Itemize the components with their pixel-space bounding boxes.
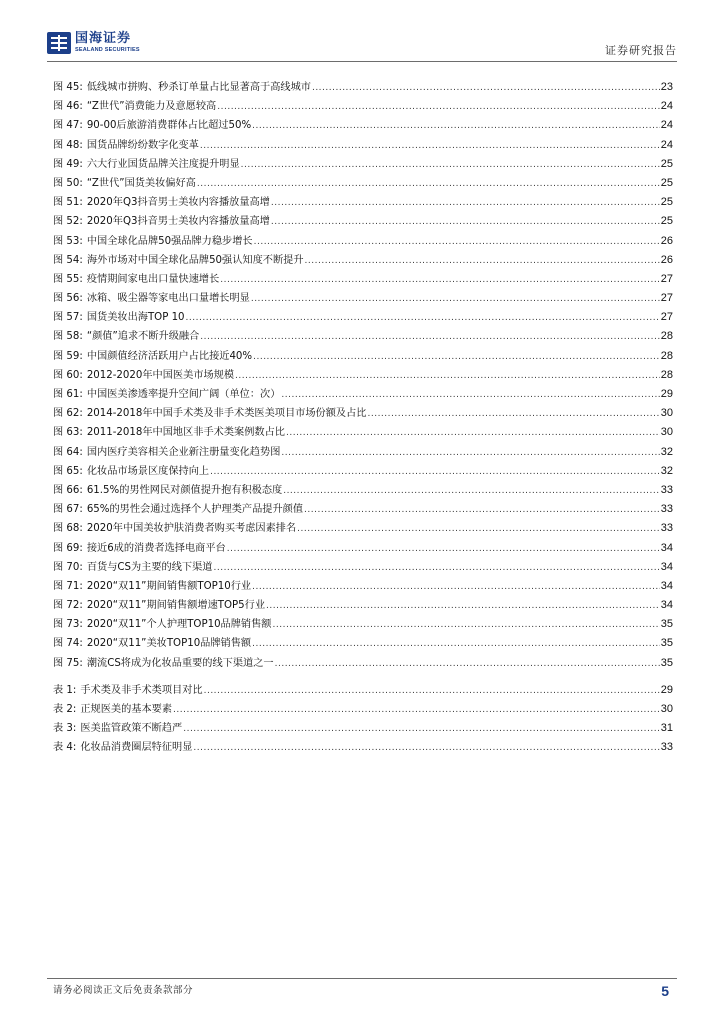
dot-leader [197, 175, 660, 194]
page-header [47, 28, 677, 58]
entry-title: “颜值”追求不断升级融合 [86, 331, 200, 343]
entry-label: 图 67: [53, 504, 83, 516]
dot-leader [252, 635, 660, 654]
entry-title: 65%的男性会通过选择个人护理类产品提升颜值 [86, 504, 304, 516]
figure-entry[interactable] [53, 251, 673, 270]
dot-leader [254, 233, 660, 252]
entry-title: 2020“双11”期间销售额增速TOP5行业 [86, 600, 266, 612]
entry-title: 2020“双11”期间销售额TOP10行业 [86, 580, 252, 592]
dot-leader [252, 578, 660, 597]
entry-page-number: 29 [660, 388, 673, 400]
figure-entry[interactable] [53, 423, 673, 442]
entry-page-number: 28 [660, 349, 673, 362]
entry-title: 中国医美渗透率提升空间广阔（单位：次） [86, 389, 281, 400]
dot-leader [271, 194, 660, 213]
entry-label: 图 74: [53, 638, 83, 650]
table-list [53, 681, 673, 758]
dot-leader [305, 252, 660, 271]
figure-entry[interactable] [53, 596, 673, 615]
entry-page-number: 24 [660, 119, 673, 132]
dot-leader [251, 290, 660, 309]
dot-leader [204, 682, 660, 701]
entry-label: 图 54: [53, 254, 83, 266]
dot-leader [241, 156, 660, 175]
entry-title: 正规医美的基本要素 [80, 704, 173, 715]
entry-label: 图 48: [53, 139, 83, 151]
logo-chinese-text: 国海证券 [75, 31, 132, 46]
entry-title: “Z世代”国货美妆偏好高 [86, 177, 196, 189]
entry-page-number: 34 [660, 541, 673, 554]
entry-label: 表 2: [53, 704, 77, 715]
dot-leader [281, 444, 659, 463]
entry-page-number: 30 [660, 703, 673, 715]
figure-entry[interactable] [53, 289, 673, 308]
header-divider [47, 61, 677, 62]
entry-label: 图 50: [53, 177, 83, 189]
figure-entry[interactable] [53, 174, 673, 193]
entry-title: 化妆品市场景区度保持向上 [86, 465, 210, 477]
entry-page-number: 27 [660, 272, 673, 285]
entry-page-number: 33 [660, 522, 673, 535]
entry-title: 疫情期间家电出口量快速增长 [86, 273, 220, 285]
entry-title: 2020年Q3抖音男士美妆内容播放量高增 [86, 216, 270, 228]
entry-title: 2020“双11”美妆TOP10品牌销售额 [86, 638, 252, 650]
entry-page-number: 23 [660, 81, 673, 93]
entry-page-number: 24 [660, 138, 673, 151]
figure-entry[interactable] [53, 116, 673, 135]
entry-title: “Z世代”消费能力及意愿较高 [86, 101, 217, 113]
entry-page-number: 31 [660, 722, 673, 735]
dot-leader [220, 271, 659, 290]
section-gap [53, 673, 673, 681]
entry-page-number: 26 [660, 234, 673, 247]
dot-leader [217, 98, 660, 117]
entry-label: 图 71: [53, 580, 83, 592]
entry-page-number: 29 [660, 683, 673, 696]
figure-entry[interactable] [53, 193, 673, 212]
entry-title: 国货品牌纷纷数字化变革 [86, 139, 199, 151]
dot-leader [235, 367, 660, 386]
figure-entry[interactable] [53, 155, 673, 174]
dot-leader [253, 348, 660, 367]
entry-label: 图 57: [53, 312, 83, 324]
figure-entry[interactable] [53, 308, 673, 327]
page-number: 5 [661, 983, 669, 999]
entry-label: 图 62: [53, 408, 83, 420]
entry-label: 图 58: [53, 331, 83, 343]
figure-entry[interactable] [53, 500, 673, 519]
entry-title: 2011-2018年中国地区非手术类案例数占比 [86, 427, 285, 439]
entry-page-number: 34 [660, 579, 673, 592]
entry-title: 冰箱、吸尘器等家电出口量增长明显 [86, 293, 250, 305]
company-logo [47, 32, 187, 56]
figure-entry[interactable] [53, 654, 673, 673]
dot-leader [281, 386, 659, 405]
entry-label: 图 63: [53, 427, 83, 439]
dot-leader [275, 655, 660, 674]
entry-title: 六大行业国货品牌关注度提升明显 [86, 158, 240, 170]
entry-title: 2020“双11”个人护理TOP10品牌销售额 [86, 619, 272, 631]
dot-leader [186, 309, 660, 328]
entry-label: 图 64: [53, 446, 83, 458]
dot-leader [283, 482, 660, 501]
dot-leader [273, 616, 660, 635]
entry-label: 图 49: [53, 158, 83, 170]
entry-page-number: 30 [660, 426, 673, 439]
entry-label: 图 59: [53, 350, 83, 362]
dot-leader [200, 328, 659, 347]
entry-label: 图 53: [53, 235, 83, 247]
dot-leader [193, 739, 659, 758]
entry-label: 图 66: [53, 484, 83, 496]
dot-leader [266, 597, 660, 616]
entry-page-number: 33 [660, 483, 673, 496]
dot-leader [210, 463, 660, 482]
figure-entry[interactable] [53, 212, 673, 231]
entry-page-number: 34 [660, 560, 673, 573]
figure-entry[interactable] [53, 136, 673, 155]
table-entry[interactable] [53, 738, 673, 757]
dot-leader [183, 720, 660, 739]
entry-label: 图 73: [53, 619, 83, 631]
figure-entry[interactable] [53, 270, 673, 289]
dot-leader [367, 405, 659, 424]
entry-title: 2020年Q3抖音男士美妆内容播放量高增 [86, 197, 270, 209]
table-entry[interactable] [53, 719, 673, 738]
dot-leader [286, 424, 660, 443]
table-entry[interactable] [53, 681, 673, 700]
sealand-logo-icon [47, 32, 71, 54]
entry-title: 61.5%的男性网民对颜值提升抱有积极态度 [86, 484, 283, 496]
entry-label: 图 51: [53, 197, 83, 209]
entry-title: 中国颜值经济活跃用户占比接近40% [86, 350, 253, 362]
entry-label: 表 1: [53, 684, 77, 696]
figure-entry[interactable] [53, 232, 673, 251]
entry-label: 图 60: [53, 369, 83, 381]
figure-entry[interactable] [53, 558, 673, 577]
figure-entry[interactable] [53, 519, 673, 538]
figure-list [53, 78, 673, 673]
figure-entry[interactable] [53, 615, 673, 634]
entry-page-number: 25 [660, 196, 673, 209]
figure-entry[interactable] [53, 404, 673, 423]
dot-leader [271, 213, 660, 232]
entry-title: 接近6成的消费者选择电商平台 [86, 542, 226, 554]
dot-leader [227, 540, 660, 559]
entry-page-number: 35 [660, 618, 673, 631]
entry-label: 图 52: [53, 216, 83, 228]
entry-label: 图 45: [53, 82, 83, 93]
table-entry[interactable] [53, 700, 673, 719]
entry-title: 国货美妆出海TOP 10 [86, 312, 185, 324]
entry-page-number: 32 [660, 445, 673, 458]
entry-label: 图 47: [53, 120, 83, 132]
entry-page-number: 25 [660, 176, 673, 189]
entry-page-number: 35 [660, 656, 673, 669]
entry-page-number: 27 [660, 311, 673, 324]
entry-title: 医美监管政策不断趋严 [80, 723, 183, 735]
dot-leader [200, 137, 660, 156]
entry-page-number: 33 [660, 741, 673, 754]
entry-label: 图 61: [53, 389, 83, 400]
entry-title: 潮流CS将成为化妆品重要的线下渠道之一 [86, 657, 274, 669]
entry-page-number: 25 [660, 215, 673, 228]
entry-title: 国内医疗美容相关企业新注册量变化趋势图 [86, 446, 281, 458]
entry-page-number: 30 [660, 407, 673, 420]
figure-entry[interactable] [53, 347, 673, 366]
dot-leader [304, 501, 660, 520]
figure-entry[interactable] [53, 634, 673, 653]
entry-title: 手术类及非手术类项目对比 [80, 684, 203, 696]
entry-label: 表 3: [53, 723, 77, 735]
entry-label: 图 65: [53, 465, 83, 477]
figure-entry[interactable] [53, 97, 673, 116]
disclaimer-note: 请务必阅读正文后免责条款部分 [53, 985, 194, 996]
entry-page-number: 26 [660, 253, 673, 266]
entry-label: 表 4: [53, 742, 77, 754]
entry-title: 2014-2018年中国手术类及非手术类医美项目市场份额及占比 [86, 408, 367, 420]
figure-table-index [53, 78, 673, 758]
figure-entry[interactable] [53, 78, 673, 97]
entry-page-number: 33 [660, 503, 673, 516]
entry-label: 图 72: [53, 600, 83, 612]
figure-entry[interactable] [53, 366, 673, 385]
entry-page-number: 24 [660, 100, 673, 113]
entry-label: 图 75: [53, 657, 83, 669]
entry-label: 图 70: [53, 561, 83, 573]
entry-title: 2020年中国美妆护肤消费者购买考虑因素排名 [86, 523, 297, 535]
entry-label: 图 46: [53, 101, 83, 113]
entry-label: 图 56: [53, 293, 83, 305]
entry-page-number: 25 [660, 157, 673, 170]
figure-entry[interactable] [53, 539, 673, 558]
entry-label: 图 69: [53, 542, 83, 554]
figure-entry[interactable] [53, 481, 673, 500]
entry-title: 化妆品消费圈层特征明显 [80, 742, 193, 754]
entry-label: 图 68: [53, 523, 83, 535]
entry-page-number: 27 [660, 292, 673, 305]
dot-leader [312, 79, 660, 98]
figure-entry[interactable] [53, 462, 673, 481]
dot-leader [297, 520, 660, 539]
footer-divider [47, 978, 677, 979]
entry-title: 2012-2020年中国医美市场规模 [86, 369, 235, 381]
entry-title: 海外市场对中国全球化品牌50强认知度不断提升 [86, 254, 304, 266]
entry-page-number: 32 [660, 464, 673, 477]
entry-title: 低线城市拼购、秒杀订单量占比显著高于高线城市 [86, 82, 311, 93]
figure-entry[interactable] [53, 577, 673, 596]
figure-entry[interactable] [53, 443, 673, 462]
entry-title: 中国全球化品牌50强品牌力稳步增长 [86, 235, 253, 247]
entry-label: 图 55: [53, 273, 83, 285]
dot-leader [252, 117, 660, 136]
entry-page-number: 35 [660, 637, 673, 650]
figure-entry[interactable] [53, 385, 673, 404]
figure-entry[interactable] [53, 327, 673, 346]
logo-english-text: SEALAND SECURITIES [75, 47, 140, 53]
report-type-title: 证券研究报告 [605, 44, 677, 57]
entry-title: 百货与CS为主要的线下渠道 [86, 561, 213, 573]
entry-page-number: 28 [660, 330, 673, 343]
entry-page-number: 34 [660, 599, 673, 612]
entry-page-number: 28 [660, 368, 673, 381]
dot-leader [173, 701, 660, 720]
dot-leader [213, 559, 659, 578]
entry-title: 90-00后旅游消费群体占比超过50% [86, 120, 252, 132]
